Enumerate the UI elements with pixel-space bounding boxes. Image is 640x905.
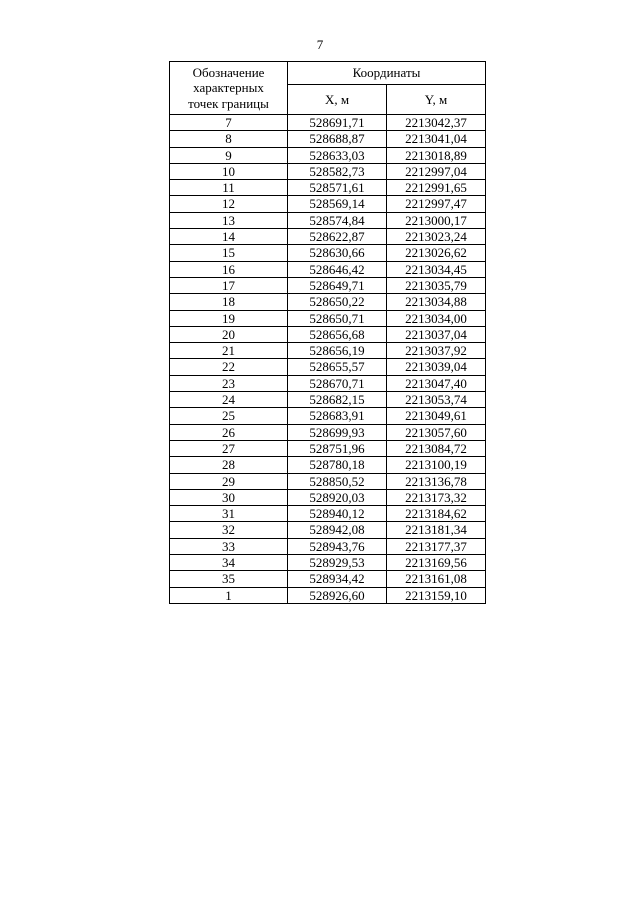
header-x: X, м [288,85,387,115]
cell-x: 528683,91 [288,408,387,424]
cell-point: 28 [170,457,288,473]
cell-point: 20 [170,326,288,342]
table-row [170,555,486,571]
cell-point: 26 [170,424,288,440]
cell-point: 7 [170,115,288,131]
table-row [170,131,486,147]
cell-point: 34 [170,555,288,571]
coordinates-table [169,61,486,604]
table-row [170,326,486,342]
table-row [170,587,486,603]
table-row [170,180,486,196]
cell-point: 13 [170,212,288,228]
cell-point: 30 [170,489,288,505]
cell-x: 528940,12 [288,506,387,522]
cell-y: 2213049,61 [387,408,486,424]
cell-x: 528942,08 [288,522,387,538]
cell-x: 528569,14 [288,196,387,212]
cell-y: 2213159,10 [387,587,486,603]
cell-y: 2213177,37 [387,538,486,554]
cell-x: 528633,03 [288,147,387,163]
header-point-line-3: точек границы [188,95,269,111]
cell-x: 528691,71 [288,115,387,131]
cell-y: 2213034,00 [387,310,486,326]
table-row [170,473,486,489]
table-row [170,343,486,359]
cell-x: 528926,60 [288,587,387,603]
cell-point: 29 [170,473,288,489]
cell-x: 528688,87 [288,131,387,147]
table-row [170,538,486,554]
cell-x: 528622,87 [288,229,387,245]
cell-x: 528920,03 [288,489,387,505]
cell-y: 2213039,04 [387,359,486,375]
cell-point: 24 [170,392,288,408]
table-row [170,115,486,131]
cell-y: 2213047,40 [387,375,486,391]
cell-y: 2213057,60 [387,424,486,440]
cell-y: 2212997,47 [387,196,486,212]
table-row [170,571,486,587]
table-row [170,506,486,522]
table-row [170,212,486,228]
table-row [170,359,486,375]
cell-y: 2212991,65 [387,180,486,196]
cell-y: 2213169,56 [387,555,486,571]
cell-point: 1 [170,587,288,603]
cell-point: 31 [170,506,288,522]
cell-y: 2213100,19 [387,457,486,473]
cell-y: 2213181,34 [387,522,486,538]
cell-y: 2212997,04 [387,163,486,179]
cell-x: 528650,71 [288,310,387,326]
table-row [170,163,486,179]
table-row [170,424,486,440]
table-row [170,245,486,261]
cell-x: 528751,96 [288,440,387,456]
table-row [170,440,486,456]
cell-x: 528650,22 [288,294,387,310]
cell-x: 528670,71 [288,375,387,391]
cell-point: 21 [170,343,288,359]
cell-point: 35 [170,571,288,587]
cell-y: 2213173,32 [387,489,486,505]
cell-point: 22 [170,359,288,375]
cell-x: 528649,71 [288,277,387,293]
cell-x: 528934,42 [288,571,387,587]
header-coordinates: Координаты [288,62,486,85]
cell-y: 2213084,72 [387,440,486,456]
header-y: Y, м [387,85,486,115]
cell-y: 2213037,04 [387,326,486,342]
cell-point: 19 [170,310,288,326]
cell-point: 9 [170,147,288,163]
cell-y: 2213000,17 [387,212,486,228]
cell-point: 14 [170,229,288,245]
table-row [170,375,486,391]
cell-point: 32 [170,522,288,538]
cell-point: 11 [170,180,288,196]
table-row [170,294,486,310]
table-row [170,392,486,408]
cell-point: 16 [170,261,288,277]
cell-x: 528655,57 [288,359,387,375]
cell-point: 25 [170,408,288,424]
cell-x: 528656,68 [288,326,387,342]
cell-point: 8 [170,131,288,147]
table-row [170,408,486,424]
cell-y: 2213023,24 [387,229,486,245]
cell-y: 2213161,08 [387,571,486,587]
cell-y: 2213136,78 [387,473,486,489]
cell-point: 17 [170,277,288,293]
cell-point: 33 [170,538,288,554]
cell-y: 2213026,62 [387,245,486,261]
header-point-designation [170,62,288,115]
cell-y: 2213042,37 [387,115,486,131]
cell-y: 2213184,62 [387,506,486,522]
cell-y: 2213053,74 [387,392,486,408]
cell-x: 528699,93 [288,424,387,440]
cell-y: 2213037,92 [387,343,486,359]
cell-x: 528780,18 [288,457,387,473]
cell-y: 2213041,04 [387,131,486,147]
table-row [170,457,486,473]
cell-point: 23 [170,375,288,391]
table-header [170,62,486,115]
table-row [170,196,486,212]
cell-x: 528646,42 [288,261,387,277]
header-row-top [170,62,486,85]
cell-y: 2213034,88 [387,294,486,310]
cell-x: 528850,52 [288,473,387,489]
cell-x: 528571,61 [288,180,387,196]
cell-y: 2213018,89 [387,147,486,163]
cell-point: 10 [170,163,288,179]
table-body [170,115,486,604]
cell-point: 18 [170,294,288,310]
table-row [170,310,486,326]
cell-y: 2213034,45 [387,261,486,277]
cell-x: 528682,15 [288,392,387,408]
header-point-line-2: характерных [193,80,264,96]
cell-x: 528630,66 [288,245,387,261]
cell-point: 12 [170,196,288,212]
cell-point: 27 [170,440,288,456]
table-row [170,522,486,538]
table-row [170,489,486,505]
cell-point: 15 [170,245,288,261]
cell-x: 528574,84 [288,212,387,228]
table-row [170,277,486,293]
cell-y: 2213035,79 [387,277,486,293]
cell-x: 528943,76 [288,538,387,554]
cell-x: 528582,73 [288,163,387,179]
page-number: 7 [316,37,324,52]
table-row [170,147,486,163]
cell-x: 528656,19 [288,343,387,359]
table-row [170,261,486,277]
header-point-line-1: Обозначение [192,65,265,81]
table-row [170,229,486,245]
cell-x: 528929,53 [288,555,387,571]
